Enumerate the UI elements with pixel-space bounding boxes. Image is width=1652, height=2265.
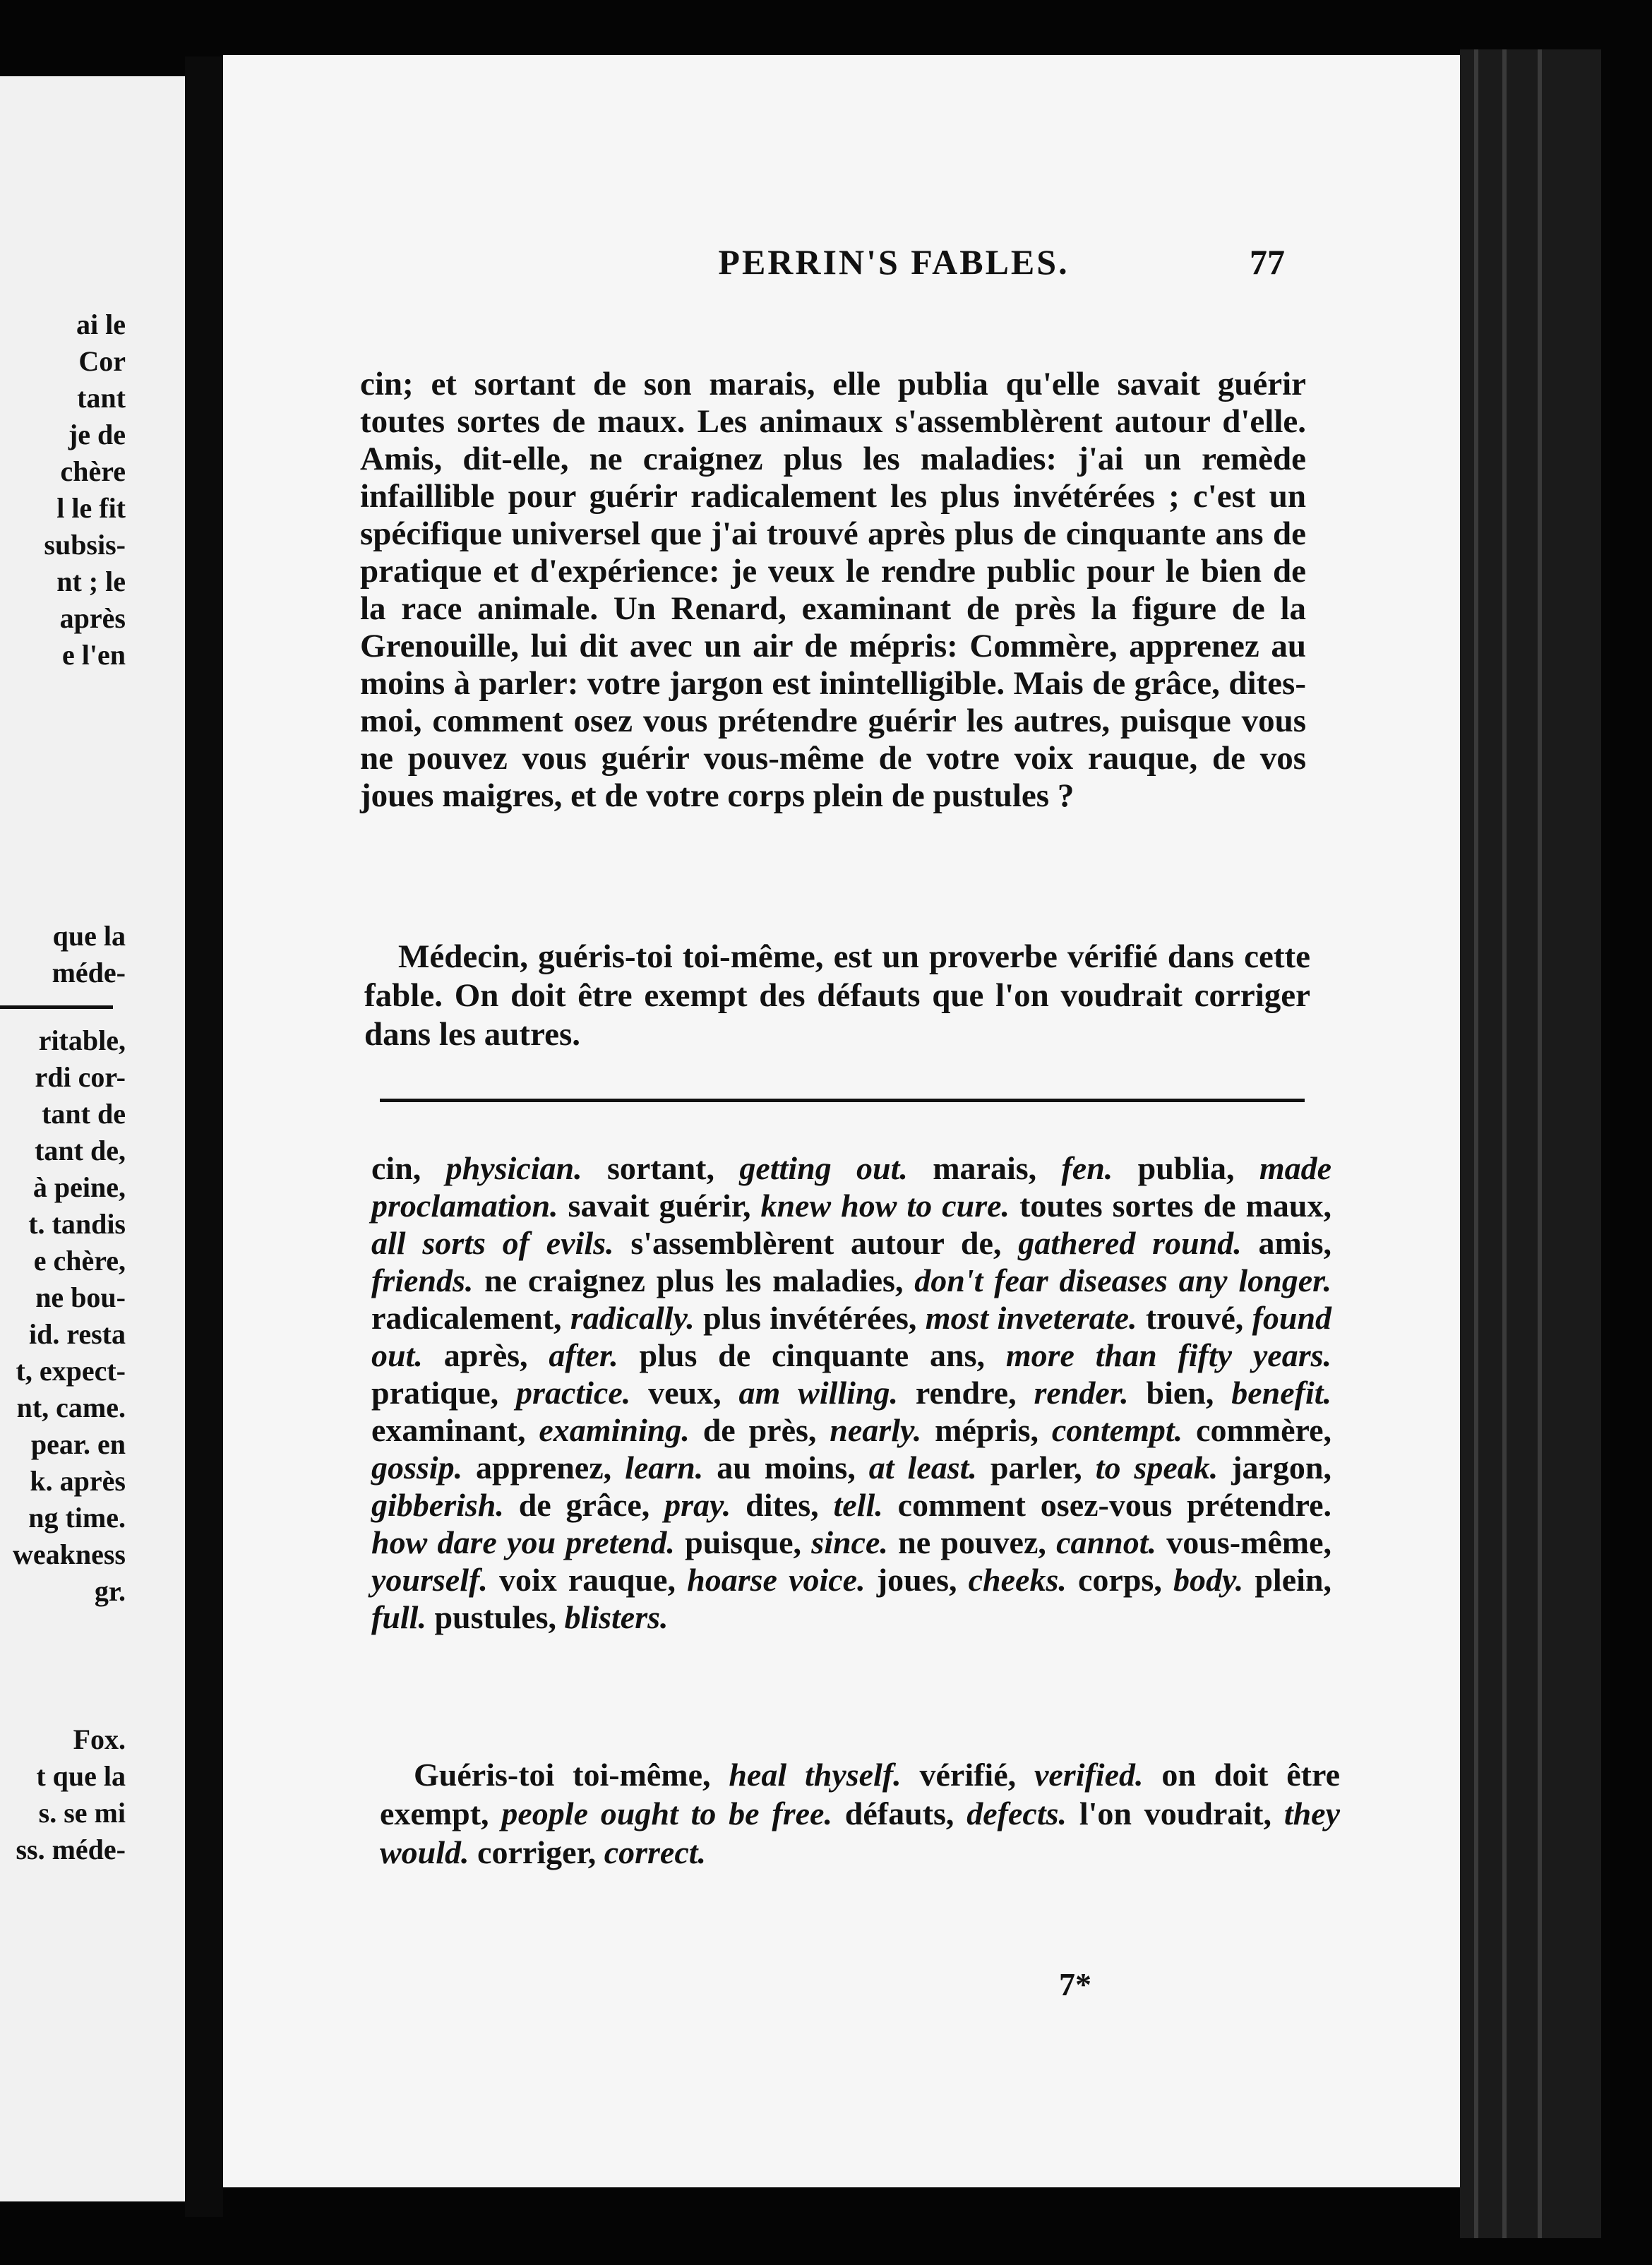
vocab-english: found out. (371, 1300, 1332, 1373)
vocab-french: apprenez, (476, 1450, 626, 1486)
vocab-french: ne craignez plus les maladies, (484, 1262, 915, 1298)
vocab-english: benefit. (1231, 1375, 1332, 1411)
vocab-english: verified. (1034, 1757, 1144, 1793)
vocab-english: getting out. (739, 1150, 908, 1186)
vocab-french: examinant, (371, 1412, 539, 1448)
vocab-english: to speak. (1095, 1450, 1219, 1486)
left-fragment-line: tant de, (35, 1135, 126, 1166)
page-edges (1460, 49, 1601, 2238)
book-page (223, 55, 1460, 2187)
vocab-french: amis, (1258, 1225, 1331, 1261)
vocab-french: dites, (746, 1487, 834, 1523)
left-fragment-middle (0, 918, 185, 991)
vocab-english: how dare you pretend. (371, 1524, 675, 1560)
left-fragment-line: chère (60, 455, 126, 487)
vocab-french: s'assemblèrent autour de, (630, 1225, 1019, 1261)
vocab-french: défauts, (844, 1795, 967, 1831)
vocab-english: cheeks. (968, 1562, 1067, 1598)
left-fragment-line: id. resta (28, 1318, 126, 1350)
left-fragment-line: nt, came. (16, 1392, 126, 1423)
vocab-english: contempt. (1051, 1412, 1183, 1448)
vocab-english: gossip. (371, 1450, 463, 1486)
vocab-english: defects. (966, 1795, 1067, 1831)
left-fragment-line: ng time. (28, 1502, 126, 1534)
left-fragment-bottom (0, 1721, 185, 1868)
left-fragment-line: nt ; le (56, 566, 126, 597)
left-fragment-line: pear. en (30, 1428, 126, 1460)
left-fragment-line: subsis- (44, 529, 126, 561)
left-fragment-line: t que la (36, 1760, 126, 1792)
vocab-french: ne pouvez, (898, 1524, 1057, 1560)
left-fragment-line: après (59, 602, 126, 634)
vocab-french: vous-même, (1166, 1524, 1331, 1560)
left-fragment-rule (0, 1005, 113, 1009)
vocab-english: am willing. (738, 1375, 899, 1411)
vocab-english: knew how to cure. (760, 1188, 1010, 1224)
left-fragment-line: que la (52, 920, 126, 952)
vocab-french: parler, (990, 1450, 1096, 1486)
vocabulary-notes (371, 1149, 1331, 1636)
vocab-french: veux, (648, 1375, 739, 1411)
vocab-english: examining. (539, 1412, 690, 1448)
vocab-french: mépris, (935, 1412, 1052, 1448)
left-fragment-line: s. se mi (38, 1797, 126, 1829)
vocab-french: rendre, (915, 1375, 1034, 1411)
signature-mark: 7* (1059, 1966, 1091, 2002)
vocab-english: at least. (868, 1450, 977, 1486)
vocab-english: render. (1034, 1375, 1129, 1411)
vocab-english: yourself. (371, 1562, 488, 1598)
vocab-french: plein, (1255, 1562, 1331, 1598)
left-fragment-line: Cor (78, 345, 126, 377)
vocab-french: puisque, (685, 1524, 812, 1560)
vocab-english: practice. (516, 1375, 631, 1411)
left-fragment-line: e chère, (33, 1245, 126, 1277)
vocab-french: toutes sortes de maux, (1019, 1188, 1331, 1224)
left-fragment-line: t, expect- (16, 1355, 126, 1387)
vocab-english: correct. (604, 1834, 707, 1870)
left-fragment-line: e l'en (62, 639, 126, 671)
vocab-english: tell. (833, 1487, 883, 1523)
left-fragment-line: k. après (30, 1465, 126, 1497)
vocab-english: more than fifty years. (1005, 1337, 1332, 1373)
left-fragment-line: ritable, (38, 1024, 126, 1056)
vocab-french: commère, (1196, 1412, 1332, 1448)
vocab-english: cannot. (1056, 1524, 1156, 1560)
vocab-english: hoarse voice. (687, 1562, 866, 1598)
page-header (223, 241, 1460, 298)
left-fragment-line: Fox. (73, 1723, 126, 1755)
vocab-french: bien, (1146, 1375, 1232, 1411)
vocab-english: fen. (1061, 1150, 1113, 1186)
vocab-english: nearly. (830, 1412, 922, 1448)
left-fragment-line: méde- (52, 957, 126, 988)
vocab-french: voix rauque, (498, 1562, 688, 1598)
left-fragment-line: je de (68, 419, 126, 450)
vocab-english: pray. (664, 1487, 731, 1523)
vocab-english: full. (371, 1599, 426, 1635)
left-fragment-line: tant (77, 382, 126, 414)
vocab-english: after. (549, 1337, 618, 1373)
vocab-english: they would. (380, 1795, 1341, 1870)
vocab-french: après, (443, 1337, 549, 1373)
vocab-english: most inveterate. (925, 1300, 1137, 1336)
vocab-french: plus invétérées, (703, 1300, 926, 1336)
vocab-english: all sorts of evils. (371, 1225, 614, 1261)
vocab-english: people ought to be free. (501, 1795, 832, 1831)
left-fragment-line: tant de (42, 1098, 126, 1130)
vocab-english: gibberish. (371, 1487, 504, 1523)
left-fragment-line: ai le (76, 309, 126, 340)
left-fragment-line: l le fit (56, 492, 126, 524)
vocab-french: Guéris-toi toi-même, (414, 1757, 729, 1793)
vocab-english: don't fear diseases any longer. (914, 1262, 1331, 1298)
vocab-french: cin, (371, 1150, 446, 1186)
vocab-french: comment osez-vous prétendre. (897, 1487, 1331, 1523)
vocab-french: savait guérir, (568, 1188, 761, 1224)
left-fragment-line: t. tandis (28, 1208, 126, 1240)
vocab-french: joues, (876, 1562, 969, 1598)
vocab-french: on doit être exempt, (380, 1757, 1341, 1831)
vocab-french: marais, (933, 1150, 1062, 1186)
vocab-french: jargon, (1231, 1450, 1332, 1486)
vocab-french: l'on voudrait, (1079, 1795, 1284, 1831)
vocab-french: pustules, (434, 1599, 565, 1635)
running-title: PERRIN'S FABLES. (718, 242, 1070, 282)
left-fragment-line: ss. méde- (16, 1834, 126, 1865)
vocab-french: radicalement, (371, 1300, 570, 1336)
vocab-french: de grâce, (518, 1487, 665, 1523)
left-fragment-line: à peine, (32, 1171, 126, 1203)
moral-paragraph: Médecin, guéris-toi toi-même, est un proverbe vérifié dans cette fable. On doit être exempt des défauts que l'on voudrait corriger dans les autres. (364, 938, 1310, 1053)
page-number: 77 (1250, 242, 1285, 282)
vocab-french: corriger, (477, 1834, 604, 1870)
moral-vocabulary-notes (380, 1755, 1340, 1872)
vocab-english: heal thyself. (729, 1757, 902, 1793)
left-fragment-line: weakness (12, 1538, 126, 1570)
left-fragment-line: rdi cor- (35, 1061, 126, 1093)
book-gutter (185, 56, 223, 2217)
vocab-french: pratique, (371, 1375, 517, 1411)
vocab-french: plus de cinquante ans, (639, 1337, 1006, 1373)
vocab-french: sortant, (606, 1150, 740, 1186)
vocab-french: publia, (1137, 1150, 1259, 1186)
vocab-french: trouvé, (1145, 1300, 1252, 1336)
vocab-english: blisters. (564, 1599, 669, 1635)
vocab-french: corps, (1078, 1562, 1173, 1598)
vocab-english: learn. (625, 1450, 704, 1486)
left-page-fragment (0, 76, 185, 2201)
vocab-english: made proclamation. (371, 1150, 1332, 1224)
vocab-french: au moins, (717, 1450, 869, 1486)
vocab-english: friends. (371, 1262, 474, 1298)
vocab-french: vérifié, (919, 1757, 1034, 1793)
vocab-english: physician. (445, 1150, 582, 1186)
left-fragment-top (0, 306, 185, 674)
vocab-english: body. (1173, 1562, 1244, 1598)
vocab-english: gathered round. (1018, 1225, 1242, 1261)
vocab-english: radically. (570, 1300, 695, 1336)
left-fragment-lower (0, 1022, 185, 1610)
vocab-english: since. (811, 1524, 888, 1560)
fable-text (360, 366, 1306, 815)
vocab-french: de près, (702, 1412, 830, 1448)
left-fragment-line: ne bou- (35, 1281, 126, 1313)
left-fragment-line: gr. (94, 1575, 126, 1607)
fable-paragraph: cin; et sortant de son marais, elle publia qu'elle savait guérir toutes sortes de maux. Les animaux s'assemblèrent autour d'elle. Amis, dit-elle, ne craignez plus les maladies: j'ai un remède infaillible pour guérir radicalement les plus invétérées ; c'est un spécifique universel que j'ai trouvé après plus de cinquante ans de pratique et d'expérience: je veux le rendre public pour le bien de la race animale. Un Renard, examinant de près la figure de la Grenouille, lui dit avec un air de mépris: Commère, apprenez au moins à parler: votre jargon est inintelligible. Mais de grâce, dites-moi, comment osez vous prétendre guérir les autres, puisque vous ne pouvez vous guérir vous-même de votre voix rauque, de vos joues maigres, et de votre corps plein de pustules ? (360, 366, 1306, 814)
section-divider (380, 1099, 1305, 1102)
